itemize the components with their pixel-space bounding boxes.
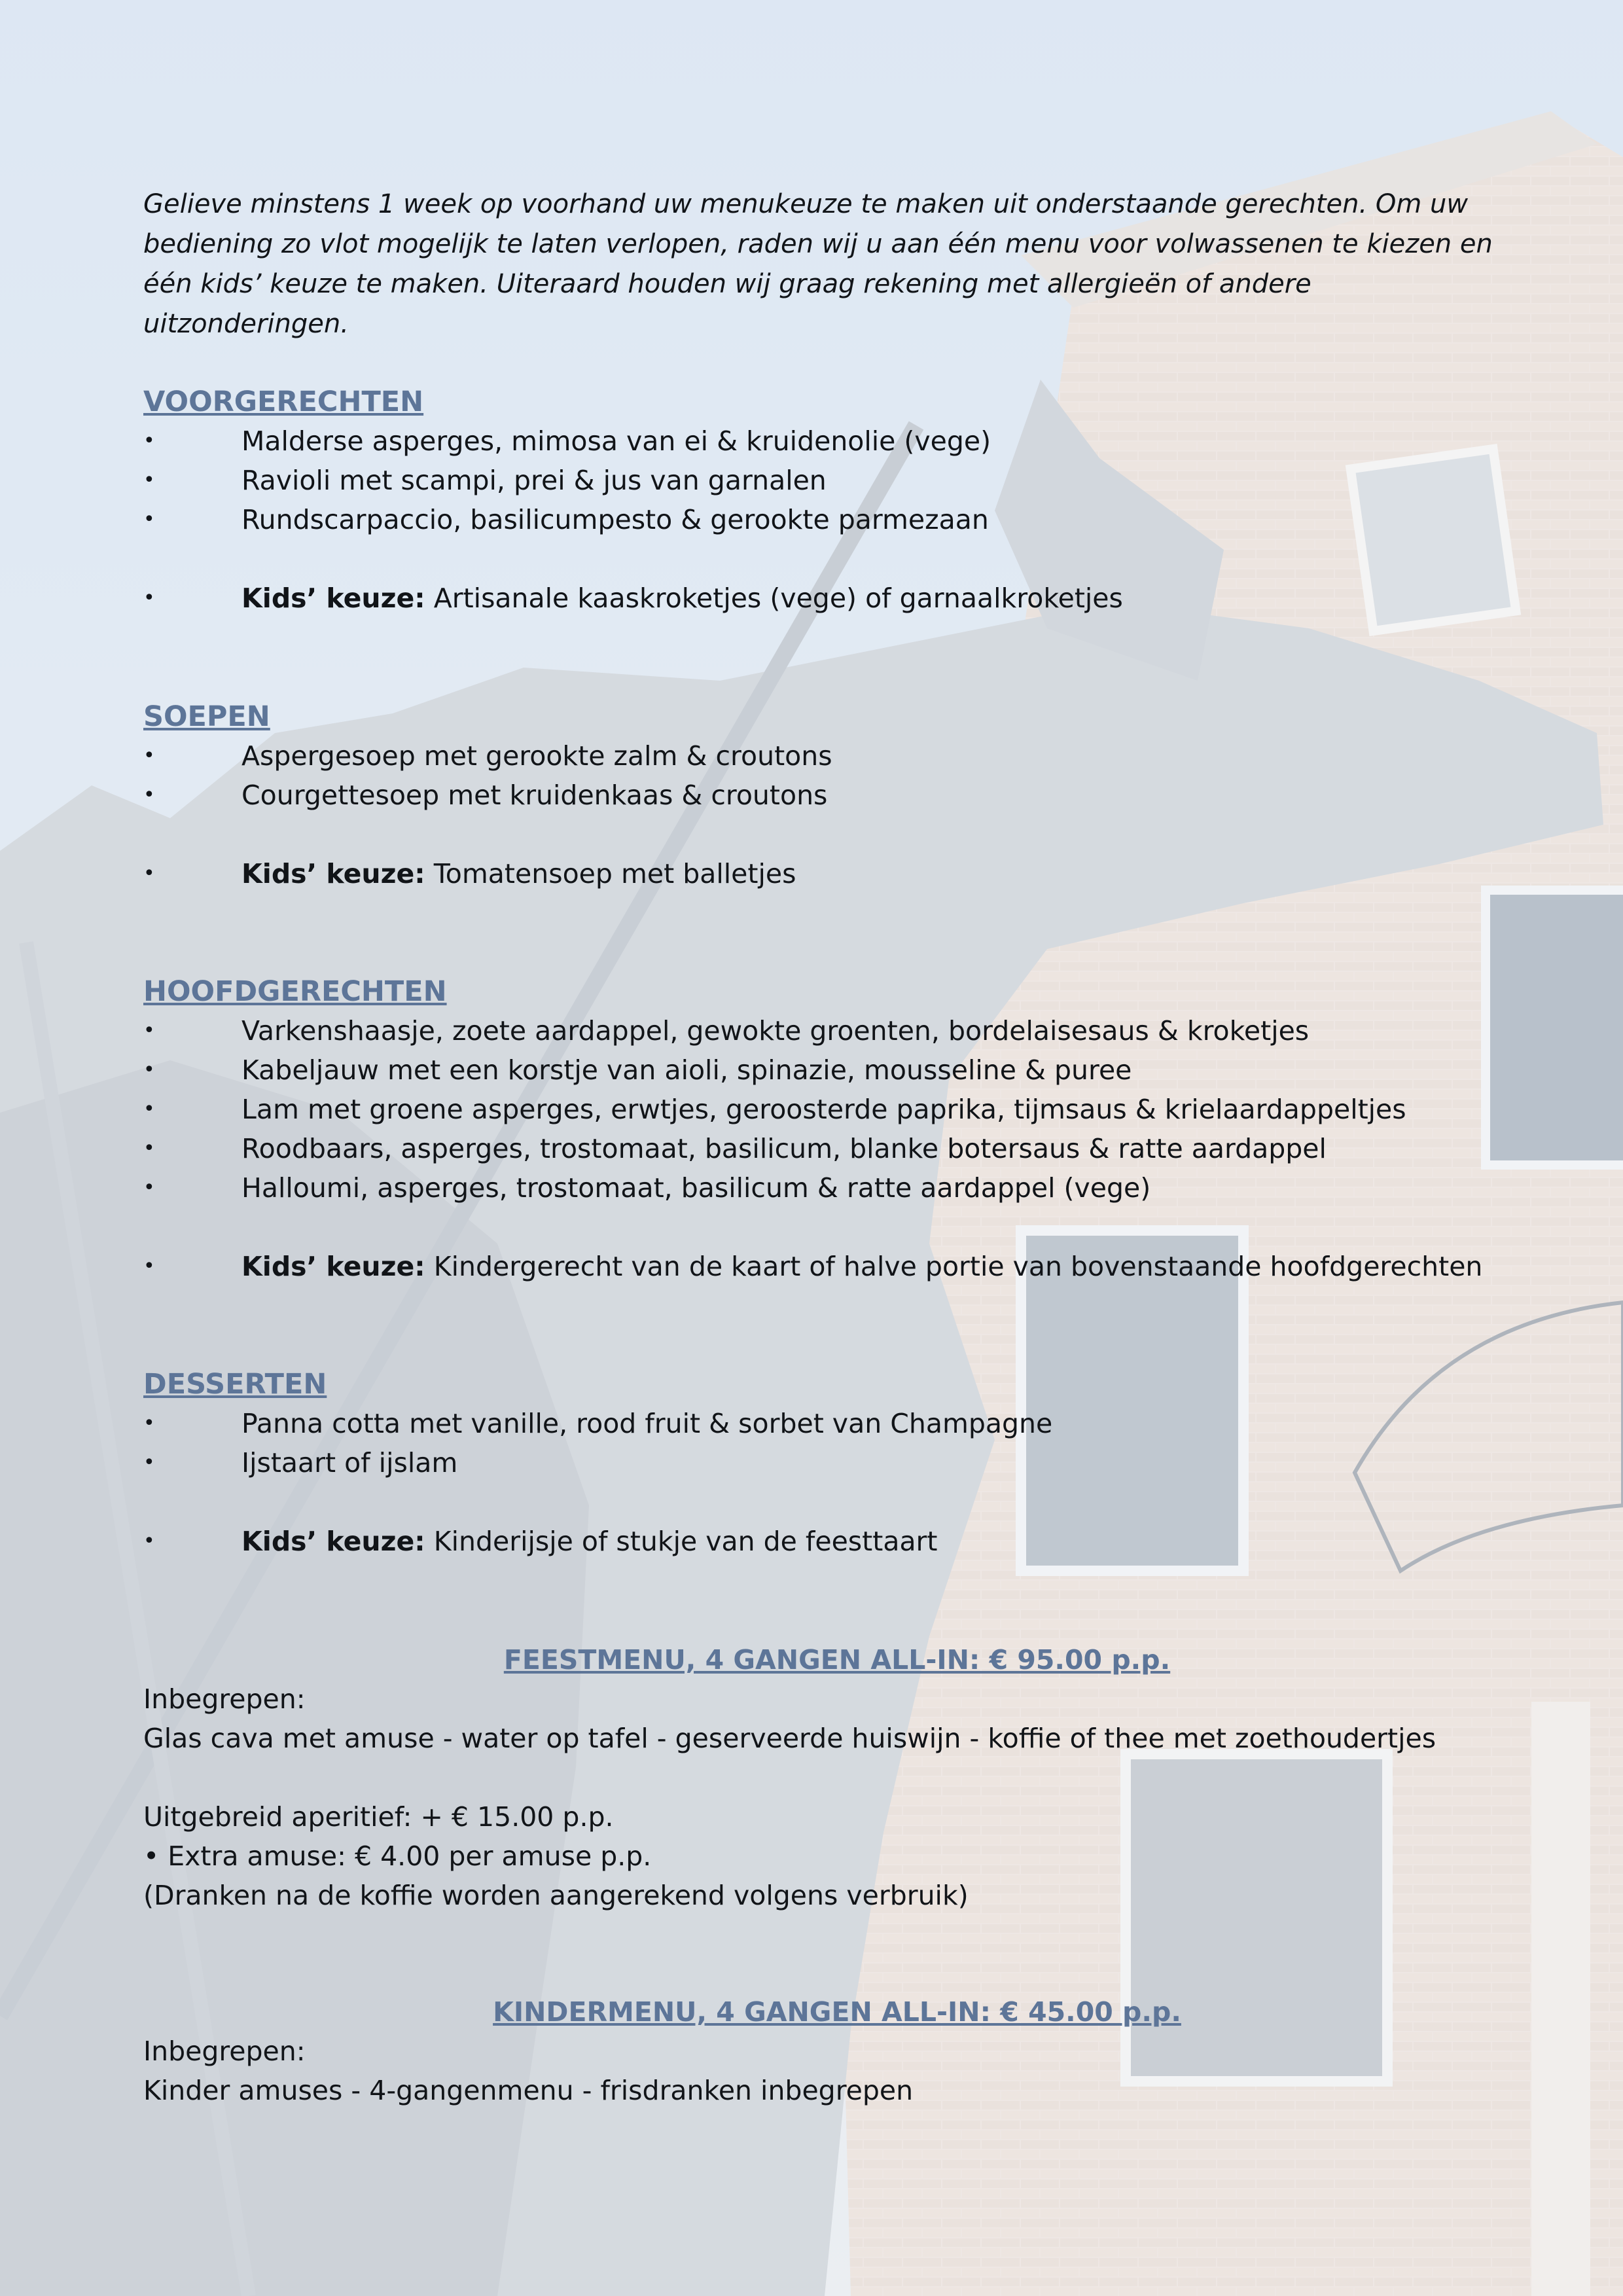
- section-desserten: [143, 1365, 1531, 1561]
- dish-item: • Ravioli met scampi, prei & jus van garnalen: [143, 461, 1531, 500]
- dish-item: • Roodbaars, asperges, trostomaat, basilicum, blanke botersaus & ratte aardappel: [143, 1129, 1531, 1168]
- dish-item: • Courgettesoep met kruidenkaas & croutons: [143, 776, 1531, 815]
- kids-choice: [143, 1247, 1531, 1286]
- dish-item: • Rundscarpaccio, basilicumpesto & gerookte parmezaan: [143, 500, 1531, 539]
- kids-choice-text: Kinderijsje of stukje van de feesttaart: [433, 1526, 938, 1557]
- kids-choice: [143, 1522, 1531, 1561]
- included-text: Kinder amuses - 4-gangenmenu - frisdranken inbegrepen: [143, 2075, 914, 2106]
- section-title: DESSERTEN: [143, 1368, 327, 1401]
- kids-choice-label: Kids’ keuze:: [241, 1251, 425, 1282]
- included-text: Glas cava met amuse - water op tafel - geserveerde huiswijn - koffie of thee met zoethoudertjes: [143, 1723, 1436, 1754]
- dish-item: • Ijstaart of ijslam: [143, 1443, 1531, 1482]
- feestmenu-block: [143, 1640, 1531, 1915]
- dish-list: [143, 1011, 1531, 1286]
- kids-choice: [143, 854, 1531, 893]
- aperitief-text: Uitgebreid aperitief: + € 15.00 p.p.: [143, 1801, 614, 1833]
- kids-choice: [143, 579, 1531, 618]
- dish-item: • Malderse asperges, mimosa van ei & kruidenolie (vege): [143, 422, 1531, 461]
- dish-item: • Halloumi, asperges, trostomaat, basilicum & ratte aardappel (vege): [143, 1168, 1531, 1208]
- dish-item: • Aspergesoep met gerookte zalm & croutons: [143, 736, 1531, 776]
- dish-item: • Kabeljauw met een korstje van aioli, spinazie, mousseline & puree: [143, 1050, 1531, 1090]
- dish-list: [143, 1404, 1531, 1561]
- feestmenu-title: FEESTMENU, 4 GANGEN ALL-IN: € 95.00 p.p.: [503, 1644, 1171, 1676]
- dish-list: [143, 422, 1531, 618]
- kids-choice-label: Kids’ keuze:: [241, 858, 425, 889]
- included-label: Inbegrepen:: [143, 2036, 306, 2067]
- dish-item: • Varkenshaasje, zoete aardappel, gewokte groenten, bordelaisesaus & kroketjes: [143, 1011, 1531, 1050]
- section-title: VOORGERECHTEN: [143, 386, 424, 418]
- intro-text: Gelieve minstens 1 week op voorhand uw menukeuze te maken uit onderstaande gerechten. Om uw bediening zo vlot mogelijk te laten verlopen, raden wij u aan één menu voor volwassenen te kiezen en één kids’ keuze te maken. Uiteraard houden wij graag rekening met allergieën of andere uitzonderingen.: [143, 189, 1493, 339]
- dranken-note: (Dranken na de koffie worden aangerekend volgens verbruik): [143, 1880, 969, 1911]
- kids-choice-text: Artisanale kaaskroketjes (vege) of garnaalkroketjes: [433, 583, 1123, 614]
- kids-choice-text: Tomatensoep met balletjes: [433, 858, 796, 889]
- dish-list: [143, 736, 1531, 893]
- kids-choice-label: Kids’ keuze:: [241, 1526, 425, 1557]
- kindermenu-block: [143, 1992, 1531, 2110]
- section-soepen: [143, 697, 1531, 893]
- kindermenu-title: KINDERMENU, 4 GANGEN ALL-IN: € 45.00 p.p.: [493, 1996, 1181, 2028]
- section-hoofdgerechten: [143, 972, 1531, 1286]
- dish-item: • Lam met groene asperges, erwtjes, geroosterde paprika, tijmsaus & krielaardappeltjes: [143, 1090, 1531, 1129]
- included-label: Inbegrepen:: [143, 1683, 306, 1715]
- section-voorgerechten: [143, 382, 1531, 618]
- kids-choice-text: Kindergerecht van de kaart of halve portie van bovenstaande hoofdgerechten: [433, 1251, 1483, 1282]
- dish-item: • Panna cotta met vanille, rood fruit & sorbet van Champagne: [143, 1404, 1531, 1443]
- section-title: SOEPEN: [143, 700, 270, 733]
- section-title: HOOFDGERECHTEN: [143, 975, 447, 1008]
- extra-amuse-text: • Extra amuse: € 4.00 per amuse p.p.: [143, 1840, 652, 1872]
- kids-choice-label: Kids’ keuze:: [241, 583, 425, 614]
